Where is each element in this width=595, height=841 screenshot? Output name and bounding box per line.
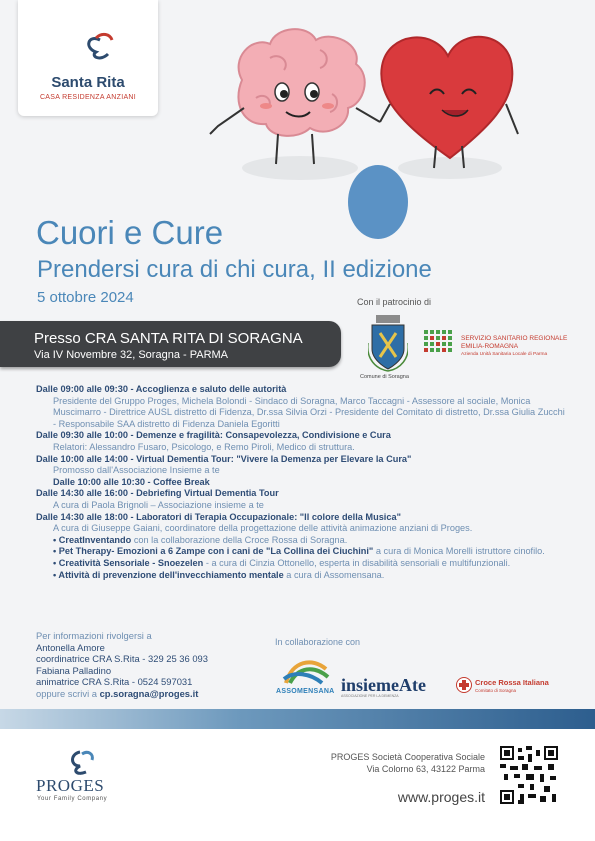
ssr-title <box>461 335 567 351</box>
santa-rita-logo <box>18 0 158 116</box>
program-item-heading: Dalle 09:30 alle 10:00 - Demenze e fragilità: Consapevolezza, Condivisione e Cura <box>36 430 391 441</box>
page-title: Cuori e Cure <box>36 214 224 251</box>
insieme-a-te-subtitle: ASSOCIAZIONE PER LA DEMENZA <box>341 694 399 698</box>
website-link[interactable]: www.proges.it <box>397 789 485 805</box>
email-label: oppure scrivi a <box>36 687 100 699</box>
brain-icon <box>210 29 380 164</box>
program-item-desc: Presidente del Gruppo Proges, Michela Bolondi - Sindaco di Soragna, Marco Taccagni - Assessore al sociale, Monica Muscimarro - Direttrice AUSL distretto di Fidenza, Dr.ssa Silvia Orzi - Presidente del Comitato di distretto, Dr.ssa Giulia Zucchi - Responsabile SAA distretto di Fidenza Daniela Egoritti <box>53 395 565 429</box>
cri-subtitle: Comitato di Soragna <box>475 688 517 693</box>
comune-crest-icon <box>368 313 408 373</box>
venue-address: Via IV Novembre 32, Soragna - PARMA <box>34 349 229 361</box>
workshop-title: • Creatività Sensoriale - Snoezelen <box>53 557 204 568</box>
contact-role: animatrice CRA S.Rita - 0524 597031 <box>36 676 193 688</box>
contacts-label: Per informazioni rivolgersi a <box>36 630 152 641</box>
company-info <box>310 751 485 775</box>
page-subtitle: Prendersi cura di chi cura, II edizione <box>37 256 432 283</box>
program-item-heading: Dalle 10:00 alle 10:30 - Coffee Break <box>53 476 210 487</box>
workshop-title: • Attività di prevenzione dell'invecchiamento mentale <box>53 569 284 580</box>
workshop-title: • Pet Therapy- Emozioni a 6 Zampe con i cani de "La Collina dei Ciuchini" <box>53 546 374 557</box>
red-cross-icon <box>456 677 472 693</box>
email-link[interactable]: cp.soragna@proges.it <box>99 687 199 699</box>
program-item-desc: A cura di Giuseppe Gaiani, coordinatore della progettazione delle attività animazione anziani di Proges. <box>53 523 473 534</box>
proges-emblem-icon <box>60 748 100 778</box>
program-item-heading: Dalle 09:00 alle 09:30 - Accoglienza e saluto delle autorità <box>36 384 287 394</box>
proges-tagline: Your Family Company <box>37 796 108 802</box>
contact-name: Fabiana Palladino <box>36 664 112 676</box>
workshop-desc: con la collaborazione della Croce Rossa di Soragna. <box>131 534 348 545</box>
program-item-heading: Dalle 14:30 alle 16:00 - Debriefing Virtual Dementia Tour <box>36 488 279 499</box>
assomensana-logo: ASSOMENSANA <box>276 688 335 695</box>
ssr-subtitle: Azienda Unità Sanitaria Locale di Parma <box>461 352 548 357</box>
workshop-item <box>36 546 566 558</box>
program-item-desc: A cura di Paola Brignoli – Associazione insieme a te <box>53 499 264 510</box>
qr-code-icon[interactable] <box>500 746 558 804</box>
venue-name: Presso CRA SANTA RITA DI SORAGNA <box>34 330 303 347</box>
company-address: Via Colorno 63, 43122 Parma <box>366 764 485 774</box>
insieme-a-te-logo: insiemeAte <box>341 675 426 695</box>
company-name: PROGES Società Cooperativa Sociale <box>330 752 485 762</box>
santa-rita-emblem-icon <box>18 0 158 70</box>
event-date: 5 ottobre 2024 <box>37 289 134 306</box>
patrocinio-label: Con il patrocinio di <box>357 297 432 307</box>
workshop-item <box>36 570 566 582</box>
collab-label: In collaborazione con <box>275 637 361 647</box>
program-item-desc: Relatori: Alessandro Fusaro, Psicologo, e Remo Piroli, Medico di struttura. <box>53 441 355 452</box>
contact-name: Antonella Amore <box>36 641 105 653</box>
contact-role: coordinatrice CRA S.Rita - 329 25 36 093 <box>36 653 208 665</box>
decorative-band <box>0 709 595 729</box>
workshop-desc: - a cura di Cinzia Ottonello, esperta in disabilità sensoriali e multifunzionali. <box>203 557 511 568</box>
email-line <box>36 688 208 700</box>
decorative-blue-oval <box>345 162 415 244</box>
logo-name: Santa Rita <box>51 74 125 91</box>
program-item-desc: Promosso dall'Associazione Insieme a te <box>53 465 220 476</box>
program-item-heading: Dalle 10:00 alle 14:00 - Virtual Dementia Tour: "Vivere la Demenza per Elevare la Cura" <box>36 453 412 464</box>
venue-banner <box>0 321 341 367</box>
ssr-grid-icon <box>424 330 458 358</box>
program-list <box>36 384 566 581</box>
ssr-line1: SERVIZIO SANITARIO REGIONALE <box>461 335 568 342</box>
workshop-item <box>36 558 566 570</box>
logo-subtitle: CASA RESIDENZA ANZIANI <box>39 94 137 101</box>
contacts-block <box>36 630 208 700</box>
workshop-item <box>36 535 566 547</box>
cri-logo: Croce Rossa Italiana <box>475 678 549 687</box>
ssr-line2: EMILIA-ROMAGNA <box>461 343 519 350</box>
workshop-title: • CreatInventando <box>53 534 132 545</box>
assomensana-logo-icon <box>282 655 332 687</box>
proges-logo: PROGES <box>36 776 105 795</box>
heart-icon <box>380 37 518 168</box>
program-item-heading: Dalle 14:30 alle 18:00 - Laboratori di Terapia Occupazionale: "Il colore della Musica" <box>36 511 401 522</box>
workshop-desc: a cura di Assomensana. <box>283 569 385 580</box>
comune-label: Comune di Soragna <box>360 374 409 380</box>
workshop-desc: a cura di Monica Morelli istruttore cinofilo. <box>373 546 545 557</box>
